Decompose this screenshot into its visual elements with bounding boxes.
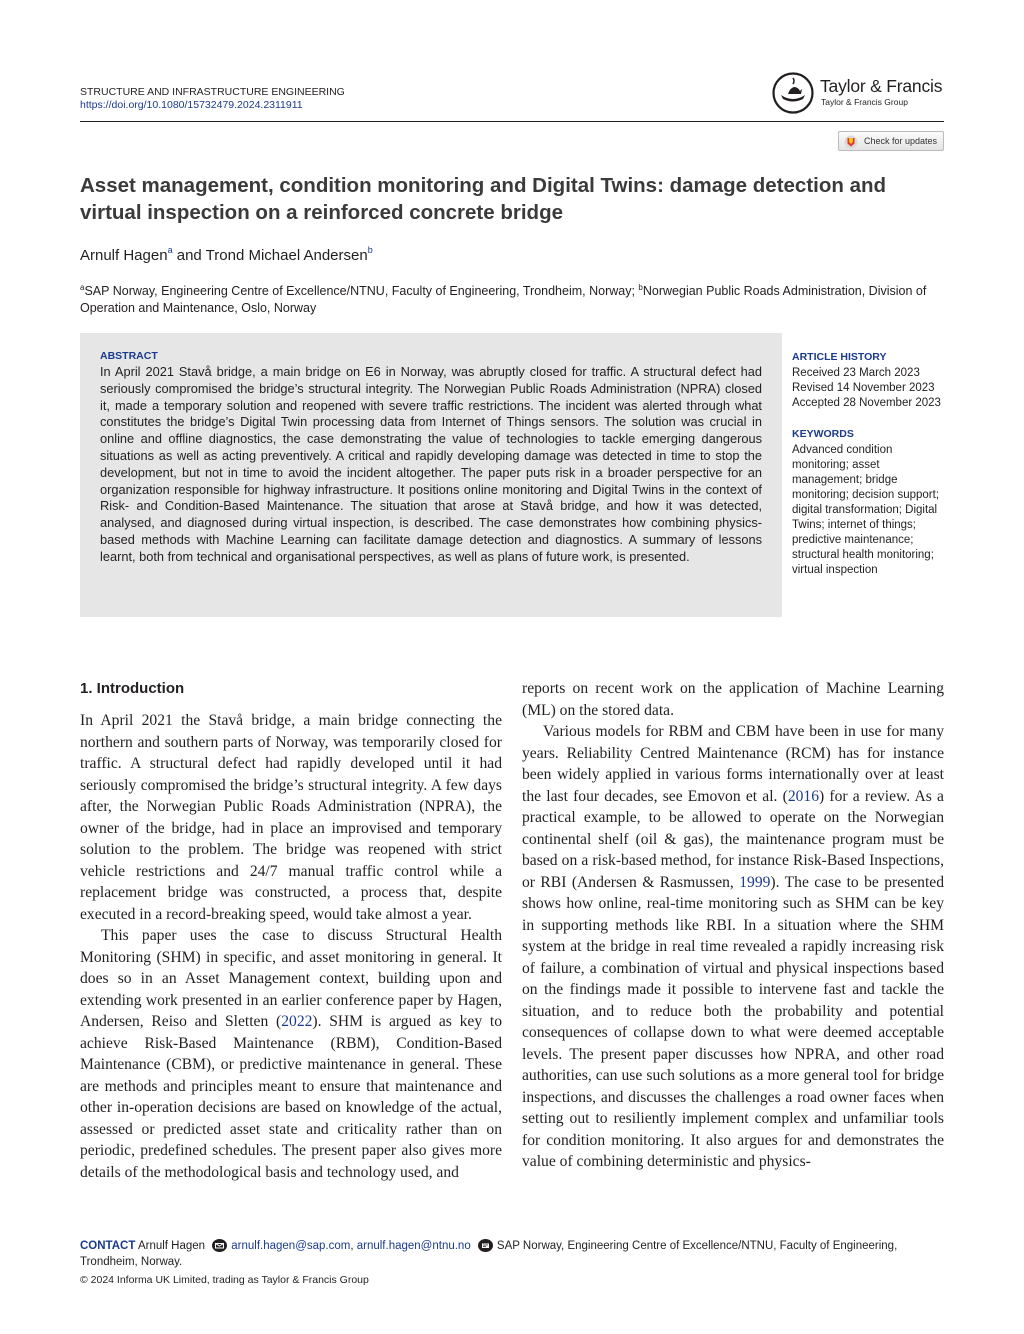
header-divider [80,121,944,122]
abstract-heading: ABSTRACT [100,350,158,362]
email-icon [212,1239,227,1252]
email-separator: , [350,1240,357,1252]
email-link[interactable]: arnulf.hagen@ntnu.no [356,1240,471,1252]
check-updates-button[interactable] [838,131,944,151]
author-name: Trond Michael Andersen [205,247,368,264]
affiliation-a: SAP Norway, Engineering Centre of Excellence/NTNU, Faculty of Engineering, Trondheim, Norway; [84,284,639,298]
author-list [80,245,373,264]
journal-header [80,86,345,112]
journal-name: STRUCTURE AND INFRASTRUCTURE ENGINEERING [80,86,345,98]
contact-info [80,1238,944,1270]
citation-link[interactable]: 1999 [739,873,771,891]
abstract-text: In April 2021 Stavå bridge, a main bridge on E6 in Norway, was abruptly closed for traffic. A structural defect had seriously compromised the bridge’s structural integrity. The Norwegian Public Roads Administration (NPRA) closed it, made a temporary solution and reopened with severe traffic restrictions. The incident was alerted through what constitutes the bridge’s Digital Twin processing data from Internet of Things sensors. The solution was crucial in online and offline diagnostics, the case demonstrating the value of technologies to tackle emerging dangerous situations as well as acting preventively. A critical and rapidly developing damage was detected in time to stop the development, but not in time to avoid the incident altogether. The paper puts risk in a broader perspective for an organization responsible for highway infrastructure. It positions online monitoring and Digital Twins in the context of Risk- and Condition-Based Maintenance. The situation that arose at Stavå bridge, and how it was detected, analysed, and diagnosed during virtual inspection, is described. The case demonstrates how combining physics-based methods with Machine Learning can facilitate damage detection and diagnostics. A summary of lessons learnt, both from technical and organisational perspectives, as well as plans of future work, is presented. [100,364,762,564]
publisher-group: Taylor & Francis Group [821,97,908,107]
paragraph-text: ). SHM is argued as key to achieve Risk-Based Maintenance (RBM), Condition-Based Maintenance (CBM), or predictive maintenance in general. These are methods and principles meant to ensure that maintenance and other in-operation decisions are based on knowledge of the actual, assessed or predicted asset state and criticality rather than on periodic, predefined schedules. The present paper also gives more details of the methodological basis and technology used, and [80,1013,502,1181]
citation-link[interactable]: 2022 [281,1013,313,1030]
paper-title: Asset management, condition monitoring and Digital Twins: damage detection and virtual inspection on a reinforced concrete bridge [80,174,887,224]
paragraph: reports on recent work on the application of Machine Learning (ML) on the stored data. [522,680,944,719]
paragraph: In April 2021 the Stavå bridge, a main bridge connecting the northern and southern parts of Norway, was temporarily closed for traffic. A structural defect had rapidly developed until it had seriously compromised the bridge’s structural integrity. A few days after, the Norwegian Public Roads Administration (NPRA), the owner of the bridge, had in place an improvised and temporary solution to the problem. The bridge was reopened with strict vehicle restrictions and 24/7 manual traffic control while a replacement bridge was constructed, a process that, despite executed in a record-breaking speed, would take almost a year. [80,712,502,923]
body-column-left [80,710,502,1183]
contact-label: CONTACT [80,1240,136,1252]
publisher-logo [772,72,944,114]
paragraph [80,925,502,1183]
author-name: Arnulf Hagen [80,247,168,264]
contact-name: Arnulf Hagen [137,1240,206,1252]
paragraph-text: ). The case to be presented shows how online, real-time monitoring such as SHM can be key in supporting methods like RBI. In a situation where the SHM system at the bridge in real time revealed a rapidly increasing risk of failure, a combination of virtual and physical inspections based on the findings made it possible to intervene fast and tackle the situation, and to reduce both the probability and potential consequences of collapse down to what were deemed acceptable levels. The present paper discusses how NPRA, and other road authorities, can use such solutions as a more general tool for bridge inspections, and discusses the challenges a road owner faces when setting out to resiliently implement complex and unfamiliar tools for condition monitoring. It also argues for and demonstrates the value of combining deterministic and physics- [522,873,944,1170]
tf-lamp-icon [772,72,814,114]
email-link[interactable]: arnulf.hagen@sap.com [231,1240,351,1252]
paragraph-text: ) for a review. As a practical example, to be allowed to operate on the Norwegian continental shelf (oil & gas), the maintenance program must be based on a risk-based method, for instance Risk-Based Inspections, or RBI (Andersen & Rasmussen, [522,787,944,891]
article-history [792,350,952,411]
history-heading: ARTICLE HISTORY [792,351,887,363]
affiliation-marker: b [367,245,373,255]
affiliation-marker: b [638,283,643,292]
keywords-heading: KEYWORDS [792,428,854,440]
affiliation-marker: a [167,245,173,255]
check-updates-label: Check for updates [864,136,938,146]
section-heading: 1. Introduction [80,680,185,697]
doi-link[interactable]: https://doi.org/10.1080/15732479.2024.2311911 [80,99,303,111]
body-column-right [522,678,944,1173]
paragraph-text: This paper uses the case to discuss Structural Health Monitoring (SHM) in specific, and asset monitoring in general. It does so in an Asset Management context, building upon and extending work presented in an earlier conference paper by Hagen, Andersen, Reiso and Sletten ( [80,927,502,1030]
paragraph [522,721,944,1173]
affiliations [80,279,944,317]
history-revised: Revised 14 November 2023 [792,382,935,394]
keywords-list: Advanced condition monitoring; asset management; bridge monitoring; decision support; digital transformation; Digital Twins; internet of things; predictive maintenance; structural health monitoring; virtual inspection [792,444,940,576]
contact-address: SAP Norway, Engineering Centre of Excellence/NTNU, Faculty of Engineering, Trondheim, Norway. [80,1240,898,1268]
affiliation-marker: a [80,283,85,292]
crossmark-icon [844,135,858,149]
affiliation-b: Norwegian Public Roads Administration, Division of Operation and Maintenance, Oslo, Norway [80,284,927,315]
keywords [792,427,952,578]
author-separator: and [172,247,206,264]
history-accepted: Accepted 28 November 2023 [792,397,941,409]
citation-link[interactable]: 2016 [787,787,820,805]
address-icon [478,1239,493,1252]
publisher-name: Taylor & Francis [820,76,943,96]
paragraph-text: Various models for RBM and CBM have been in use for many years. Reliability Centred Maintenance (RCM) has for instance been widely applied in various forms internationally over at least the last four decades, see Emovon et al. ( [522,723,944,805]
history-received: Received 23 March 2023 [792,367,920,379]
copyright-notice: © 2024 Informa UK Limited, trading as Taylor & Francis Group [80,1274,369,1286]
